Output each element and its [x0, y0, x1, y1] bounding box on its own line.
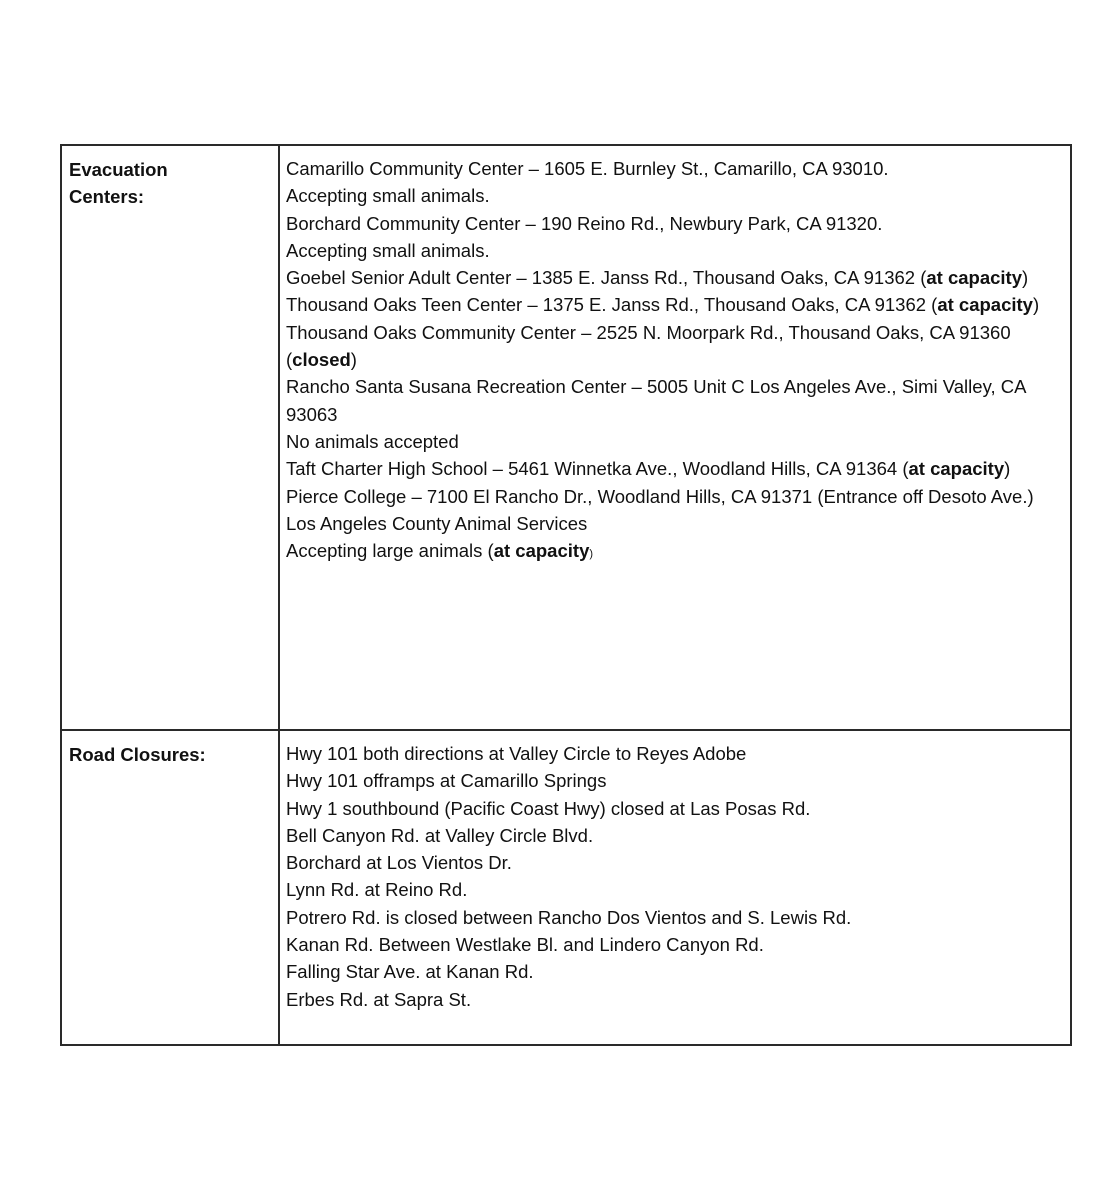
evacuation-center-item: [286, 291, 1062, 318]
evacuation-center-item: [286, 510, 1062, 569]
road-closure-item: Bell Canyon Rd. at Valley Circle Blvd.: [286, 824, 594, 846]
center-address: Thousand Oaks Community Center – 2525 N. Moorpark Rd., Thousand Oaks, CA 91360 (: [286, 321, 1011, 371]
evacuation-center-item: [286, 319, 1062, 374]
road-closure-item: Erbes Rd. at Sapra St.: [286, 988, 472, 1010]
evacuation-center-item: [286, 455, 1062, 482]
center-status-close: ): [589, 548, 594, 561]
evacuation-centers-row: [61, 145, 1071, 730]
evacuation-centers-list: [279, 145, 1071, 730]
evacuation-centers-label: [61, 145, 279, 730]
road-closure-item: Hwy 101 both directions at Valley Circle to Reyes Adobe: [286, 743, 747, 764]
center-address: Thousand Oaks Teen Center – 1375 E. Janss Rd., Thousand Oaks, CA 91362 (: [286, 294, 938, 316]
center-note: No animals accepted: [286, 430, 459, 452]
center-address: Camarillo Community Center – 1605 E. Burnley St., Camarillo, CA 93010.: [286, 158, 889, 179]
evacuation-center-item: [286, 264, 1062, 291]
center-status: closed: [292, 349, 351, 371]
center-note: Accepting small animals.: [286, 185, 490, 207]
center-status-close: ): [350, 349, 357, 371]
center-note-prefix: Accepting large animals (: [286, 540, 494, 562]
road-closures-row: [61, 730, 1071, 1045]
center-status: at capacity: [908, 458, 1005, 480]
road-closures-list: [279, 730, 1071, 1045]
road-closures-label: Road Closures:: [61, 730, 279, 1045]
center-address: Rancho Santa Susana Recreation Center – 5005 Unit C Los Angeles Ave., Simi Valley, CA 93063: [286, 376, 1026, 425]
evacuation-center-item: [286, 210, 1062, 265]
center-address: Goebel Senior Adult Center – 1385 E. Janss Rd., Thousand Oaks, CA 91362 (: [286, 267, 927, 289]
center-status: at capacity: [937, 294, 1033, 316]
center-note: Accepting small animals.: [286, 239, 490, 261]
road-closure-item: Potrero Rd. is closed between Rancho Dos Vientos and S. Lewis Rd.: [286, 906, 852, 928]
evacuation-label-line2: Centers:: [69, 186, 145, 208]
info-table: [60, 144, 1072, 1046]
road-closure-item: Borchard at Los Vientos Dr.: [286, 852, 512, 874]
road-closure-item: Falling Star Ave. at Kanan Rd.: [286, 961, 534, 983]
center-address: Los Angeles County Animal Services: [286, 512, 588, 534]
road-closure-item: Lynn Rd. at Reino Rd.: [286, 879, 468, 901]
evacuation-center-item: [286, 155, 1062, 210]
evacuation-center-item: [286, 483, 1062, 510]
evacuation-label-line1: Evacuation: [69, 159, 168, 180]
road-closure-item: Hwy 1 southbound (Pacific Coast Hwy) closed at Las Posas Rd.: [286, 797, 811, 819]
center-status: at capacity: [926, 267, 1022, 289]
center-status-close: ): [1004, 458, 1011, 480]
center-address: Pierce College – 7100 El Rancho Dr., Woodland Hills, CA 91371 (Entrance off Desoto Ave.): [286, 485, 1034, 507]
evacuation-center-item: [286, 373, 1062, 455]
center-status-close: ): [1032, 294, 1040, 316]
center-address: Taft Charter High School – 5461 Winnetka Ave., Woodland Hills, CA 91364 (: [286, 458, 909, 480]
center-note: [286, 537, 1062, 568]
center-address: Borchard Community Center – 190 Reino Rd., Newbury Park, CA 91320.: [286, 212, 883, 234]
center-status: at capacity: [493, 540, 590, 562]
road-closure-item: Hwy 101 offramps at Camarillo Springs: [286, 770, 607, 792]
road-closure-item: Kanan Rd. Between Westlake Bl. and Lindero Canyon Rd.: [286, 934, 764, 956]
center-status-close: ): [1022, 267, 1029, 289]
